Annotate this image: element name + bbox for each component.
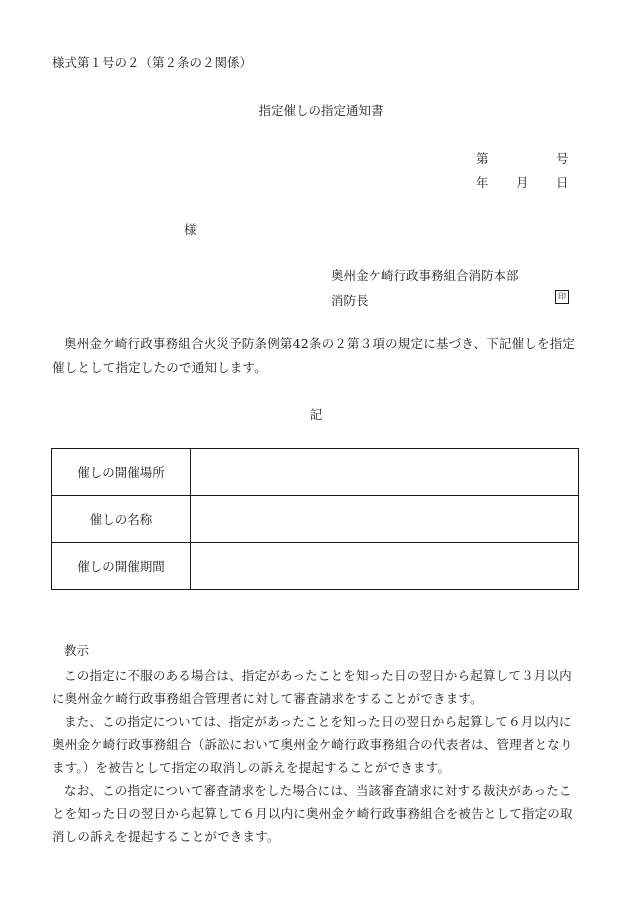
event-name-label: 催しの名称 — [52, 496, 191, 543]
form-number: 様式第１号の２（第２条の２関係） — [52, 55, 253, 70]
notice-paragraph: また、この指定については、指定があったことを知った日の翌日から起算して６月以内に奥州金ケ崎行政事務組合（訴訟において奥州金ケ崎行政事務組合の代表者は、管理者となります。）を被告として指定の取消しの訴えを提起することができます。 — [52, 714, 573, 775]
table-row — [52, 449, 579, 496]
table-row — [52, 543, 579, 590]
date-day: 日 — [556, 175, 569, 190]
event-name-value — [191, 496, 579, 543]
document-title: 指定催しの指定通知書 — [258, 103, 384, 118]
event-info-table — [51, 448, 579, 590]
notice-heading: 教示 — [64, 643, 90, 658]
event-period-value — [191, 543, 579, 590]
ki-heading: 記 — [309, 407, 323, 422]
sender-title: 消防長 — [331, 293, 369, 308]
date-month: 月 — [516, 175, 529, 190]
sender-organization: 奥州金ケ崎行政事務組合消防本部 — [331, 268, 519, 283]
number-suffix: 号 — [556, 151, 569, 166]
seal-mark: 印 — [555, 290, 569, 304]
number-prefix: 第 — [476, 151, 489, 166]
recipient-suffix: 様 — [184, 222, 197, 237]
table-row — [52, 496, 579, 543]
notice-paragraph: なお、この指定について審査請求をした場合には、当該審査請求に対する裁決があったことを知った日の翌日から起算して６月以内に奥州金ケ崎行政事務組合を被告として指定の取消しの訴えを提起することができます。 — [52, 783, 573, 844]
notification-body: 奥州金ケ崎行政事務組合火災予防条例第42条の２第３項の規定に基づき、下記催しを指定催しとして指定したので通知します。 — [52, 336, 576, 375]
event-period-label: 催しの開催期間 — [52, 543, 191, 590]
venue-value — [191, 449, 579, 496]
notice-paragraph: この指定に不服のある場合は、指定があったことを知った日の翌日から起算して３月以内に奥州金ケ崎行政事務組合管理者に対して審査請求をすることができます。 — [52, 668, 572, 706]
date-year: 年 — [476, 175, 489, 190]
venue-label: 催しの開催場所 — [52, 449, 191, 496]
